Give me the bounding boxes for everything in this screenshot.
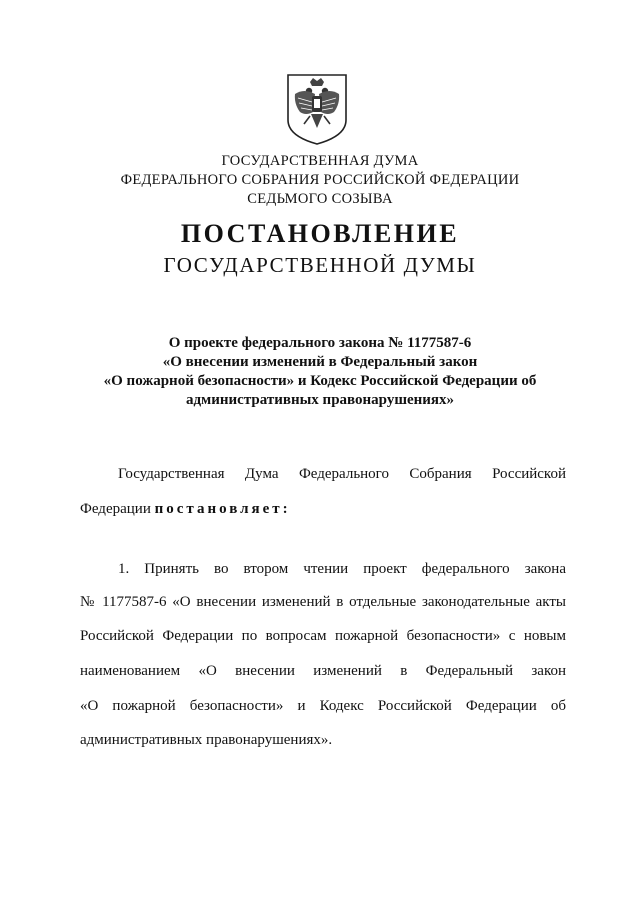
document-title-line: «О внесении изменений в Федеральный закон <box>162 354 478 370</box>
document-type-subheading: ГОСУДАРСТВЕННОЙ ДУМЫ <box>163 253 477 277</box>
document-type-heading: ПОСТАНОВЛЕНИЕ <box>180 219 460 248</box>
document-title-line: административных правонарушениях» <box>185 392 455 408</box>
item1-line: 1. Принять во втором чтении проект федерального закона <box>118 561 566 577</box>
russian-coat-of-arms-icon <box>282 72 352 146</box>
document-title-line: «О пожарной безопасности» и Кодекс Российской Федерации об <box>103 373 537 389</box>
decree-verb: постановляет: <box>154 501 291 517</box>
item1-line: № 1177587-6 «О внесении изменений в отдельные законодательные акты <box>80 594 566 610</box>
item1-line: наименованием «О внесении изменений в Федеральный закон <box>80 663 566 679</box>
org-name-line1: ГОСУДАРСТВЕННАЯ ДУМА <box>221 153 419 169</box>
document-title-line: О проекте федерального закона № 1177587-6 <box>168 335 472 351</box>
item1-line: Российской Федерации по вопросам пожарной безопасности» с новым <box>80 628 566 644</box>
org-convocation: СЕДЬМОГО СОЗЫВА <box>247 191 393 207</box>
org-name-line2: ФЕДЕРАЛЬНОГО СОБРАНИЯ РОССИЙСКОЙ ФЕДЕРАЦИИ <box>120 172 520 188</box>
item1-line: административных правонарушениях». <box>80 732 333 748</box>
preamble-line-decree <box>80 500 566 519</box>
item1-line: «О пожарной безопасности» и Кодекс Российской Федерации об <box>80 698 566 714</box>
preamble-subject: Федерации <box>80 501 151 517</box>
preamble-line: Государственная Дума Федерального Собрания Российской <box>118 466 566 482</box>
